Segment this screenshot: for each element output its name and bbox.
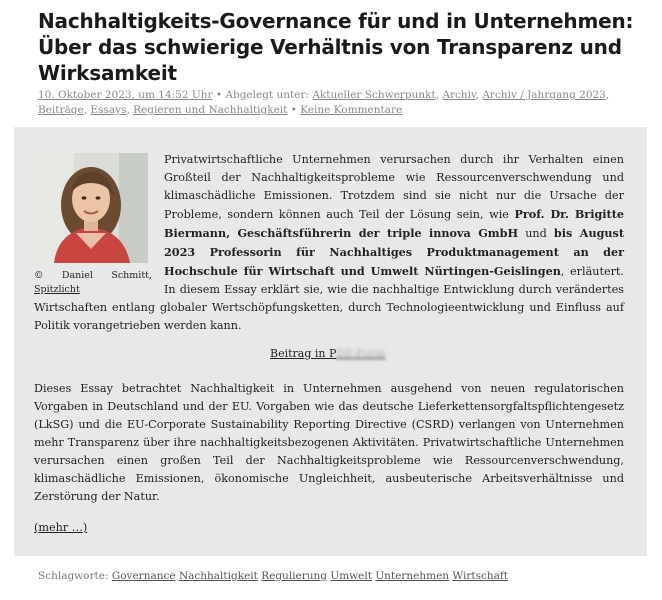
author-portrait-image: [34, 153, 148, 263]
photo-credit-link[interactable]: Spitzlicht: [34, 284, 80, 295]
post-meta: [38, 88, 628, 118]
tag-link[interactable]: Umwelt: [330, 570, 372, 582]
separator: ,: [605, 89, 610, 101]
tag-link[interactable]: Nachhaltigkeit: [178, 570, 258, 582]
tag-list: [38, 569, 508, 584]
category-link[interactable]: Beiträge: [38, 104, 84, 116]
tag-link[interactable]: Wirtschaft: [452, 570, 509, 582]
intro-text: und: [518, 227, 554, 240]
separator: ,: [83, 104, 91, 116]
tags-label: Schlagworte:: [38, 570, 109, 582]
separator: ,: [435, 89, 443, 101]
tag-link[interactable]: Regulierung: [261, 570, 328, 582]
excerpt-paragraph: Dieses Essay betrachtet Nachhaltigkeit in Unternehmen ausgehend von neuen regulatorischen Vorgaben in Deutschland und der EU. Vorgaben wie das deutsche Lieferkettensorgfaltspflichtengesetz (LkSG) und die EU-Corporate Sustainability Reporting Directive (CSRD) verlangen von Unternehmen mehr Transparenz über ihre nachhaltigkeitsbezogenen Aktivitäten. Privatwirtschaftliche Unternehmen verursachen einen großen Teil der Nachhaltigkeitsprobleme wie Ressourcenverschwendung, klimaschädliche Emissionen, ökonomische Ungleichheit, ausbeuterische Arbeitsverhältnisse und Zerstörung der Natur.: [34, 382, 624, 503]
separator: ,: [475, 89, 483, 101]
photographer-last-name: Schmitt,: [111, 270, 152, 281]
category-link[interactable]: Archiv / Jahrgang 2023: [482, 89, 606, 101]
tag-link[interactable]: Governance: [111, 570, 176, 582]
author-name: Prof. Dr. Brigitte Biermann, Geschäftsführerin der triple innova GmbH: [164, 207, 624, 240]
separator: ,: [126, 104, 134, 116]
pdf-link-obscured: DF-Form: [336, 347, 386, 360]
category-link[interactable]: Regieren und Nachhaltigkeit: [133, 104, 288, 116]
comments-link[interactable]: Keine Kommentare: [300, 104, 403, 116]
bullet-separator: •: [287, 104, 301, 116]
article-title[interactable]: Nachhaltigkeits-Governance für und in Unternehmen: Über das schwierige Verhältnis von Transparenz und Wirksamkeit: [38, 9, 634, 85]
author-photo: [34, 153, 148, 263]
pdf-download-link[interactable]: [270, 346, 385, 362]
photo-credit: [34, 269, 152, 297]
tag-link[interactable]: Unternehmen: [375, 570, 450, 582]
category-link[interactable]: Aktueller Schwerpunkt: [312, 89, 436, 101]
intro-text: , erläutert. In diesem Essay erklärt sie, wie die nachhaltige Entwicklung durch verändertes Wirtschaften entlang globaler Wertschöpfungsketten, durch Technologieentwicklung und Einfluss auf Politik vorangetrieben werden kann.: [34, 265, 624, 332]
intro-text: Privatwirtschaftliche Unternehmen verursachen durch ihr Verhalten einen Großteil der Nachhaltigkeitsprobleme wie Ressourcenverschwendung und klimaschädliche Emissionen. Trotzdem sind sie nicht nur die Ursache der Probleme, sondern können auch Teil der Lösung sein, wie: [164, 153, 624, 221]
posted-in-label: • Abgelegt unter:: [212, 89, 313, 101]
read-more-link[interactable]: (mehr …): [34, 521, 88, 534]
category-link[interactable]: Essays: [90, 104, 127, 116]
category-link[interactable]: Archiv: [442, 89, 476, 101]
copyright-symbol: ©: [34, 270, 44, 281]
photographer-first-name: Daniel: [61, 270, 93, 281]
post-date-link[interactable]: 10. Oktober 2023, um 14:52 Uhr: [38, 89, 213, 101]
author-position: bis August 2023 Professorin für Nachhaltiges Produktmanagement an der Hochschule für Wirtschaft und Umwelt Nürtingen-Geislingen: [164, 226, 624, 278]
photo-credit-line: [34, 269, 152, 283]
pdf-link-label: Beitrag in P: [270, 347, 337, 360]
